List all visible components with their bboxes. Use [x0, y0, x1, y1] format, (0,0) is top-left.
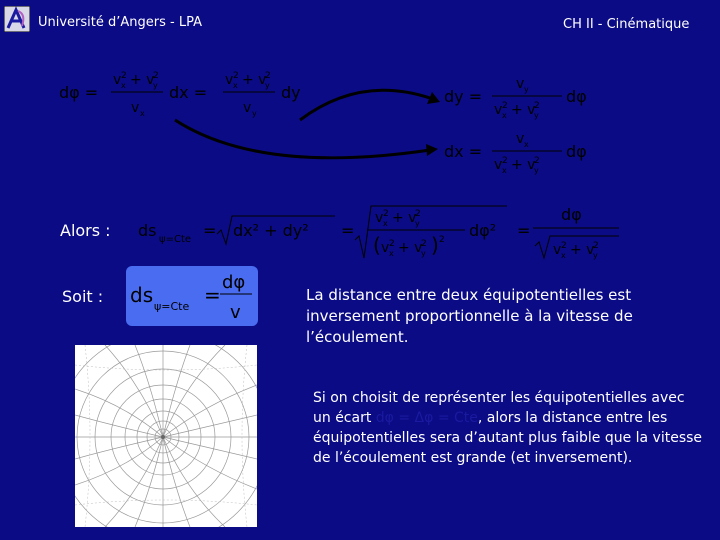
- svg-text:+ v: + v: [511, 157, 536, 173]
- svg-text:dφ²: dφ²: [469, 221, 497, 240]
- svg-text:y: y: [421, 249, 426, 258]
- svg-text:x: x: [383, 219, 388, 228]
- paragraph-secondary-start: Si on choisit de représenter les équipotentielles avec un écart: [313, 390, 685, 426]
- paragraph-secondary: [313, 388, 703, 468]
- paragraph-main: La distance entre deux équipotentielles est inversement proportionnelle à la vitesse de l’écoulement.: [306, 286, 633, 346]
- svg-text:dφ: dφ: [222, 272, 246, 293]
- svg-text:v: v: [243, 100, 252, 116]
- svg-text:v: v: [516, 76, 525, 92]
- svg-text:+ v: + v: [130, 72, 155, 88]
- svg-text:2: 2: [502, 101, 508, 111]
- svg-text:x: x: [121, 81, 126, 90]
- streamline-figure: [75, 345, 257, 527]
- label-alors: Alors :: [60, 221, 111, 240]
- svg-text:2: 2: [153, 71, 159, 81]
- university-logo: [4, 6, 30, 32]
- svg-text:2: 2: [439, 235, 445, 245]
- svg-text:2: 2: [421, 239, 427, 249]
- svg-text:2: 2: [593, 241, 599, 251]
- svg-text:=: =: [341, 221, 355, 240]
- svg-text:v: v: [553, 242, 562, 258]
- svg-text:dx² + dy²: dx² + dy²: [233, 221, 309, 240]
- paragraph-secondary-end: , alors la distance entre les équipotentielles sera d’autant plus faible que la vitesse de l’écoulement est grande (et inversement).: [313, 410, 703, 466]
- svg-text:v: v: [230, 302, 241, 323]
- svg-text:y: y: [415, 219, 420, 228]
- svg-text:x: x: [502, 166, 507, 175]
- svg-text:dφ: dφ: [566, 87, 587, 106]
- svg-text:2: 2: [561, 241, 567, 251]
- svg-text:2: 2: [502, 156, 508, 166]
- svg-text:y: y: [534, 111, 539, 120]
- svg-text:=: =: [517, 221, 531, 240]
- svg-text:+ v: + v: [392, 210, 417, 226]
- svg-text:ds: ds: [130, 283, 154, 307]
- equation-soit-panel: [126, 266, 258, 326]
- svg-text:2: 2: [389, 239, 395, 249]
- svg-text:y: y: [524, 85, 529, 94]
- svg-text:x: x: [140, 109, 145, 118]
- svg-text:): ): [431, 233, 439, 257]
- svg-text:+ v: + v: [570, 242, 595, 258]
- svg-text:x: x: [502, 111, 507, 120]
- svg-text:2: 2: [534, 156, 540, 166]
- svg-text:+ v: + v: [242, 72, 267, 88]
- svg-text:2: 2: [265, 71, 271, 81]
- svg-text:dx =: dx =: [444, 142, 483, 161]
- svg-text:v: v: [494, 102, 503, 118]
- svg-text:v: v: [113, 72, 122, 88]
- svg-text:+ v: + v: [511, 102, 536, 118]
- inline-equation: dφ = Δφ = Cte: [375, 410, 478, 426]
- svg-text:y: y: [593, 251, 598, 260]
- svg-text:dφ: dφ: [566, 142, 587, 161]
- svg-text:2: 2: [415, 209, 421, 219]
- svg-text:x: x: [389, 249, 394, 258]
- equation-dy: [440, 70, 600, 125]
- equation-dx: [440, 125, 600, 180]
- svg-text:dφ: dφ: [561, 205, 582, 224]
- svg-text:v: v: [131, 100, 140, 116]
- svg-text:dy =: dy =: [444, 87, 483, 106]
- svg-text:ψ=Cte: ψ=Cte: [154, 300, 190, 313]
- svg-text:v: v: [516, 131, 525, 147]
- svg-text:v: v: [225, 72, 234, 88]
- svg-text:dφ =: dφ =: [59, 83, 99, 102]
- svg-text:+ v: + v: [398, 240, 423, 256]
- svg-text:y: y: [153, 81, 158, 90]
- svg-text:2: 2: [121, 71, 127, 81]
- arrows: [170, 80, 445, 180]
- svg-text:x: x: [233, 81, 238, 90]
- svg-text:v: v: [381, 240, 390, 256]
- svg-text:ds: ds: [138, 221, 157, 240]
- svg-text:y: y: [265, 81, 270, 90]
- label-soit: Soit :: [62, 287, 104, 306]
- header-right: CH II - Cinématique: [563, 17, 690, 32]
- svg-text:x: x: [524, 140, 529, 149]
- svg-text:v: v: [375, 210, 384, 226]
- svg-text:ψ=Cte: ψ=Cte: [159, 234, 192, 245]
- svg-text:x: x: [561, 251, 566, 260]
- svg-text:2: 2: [383, 209, 389, 219]
- svg-text:=: =: [204, 283, 221, 307]
- svg-text:y: y: [252, 109, 257, 118]
- equation-alors: [135, 200, 625, 270]
- svg-text:2: 2: [233, 71, 239, 81]
- header-left: Université d’Angers - LPA: [38, 15, 202, 30]
- svg-text:=: =: [203, 221, 217, 240]
- svg-text:(: (: [373, 233, 381, 257]
- svg-text:y: y: [534, 166, 539, 175]
- svg-text:v: v: [494, 157, 503, 173]
- svg-text:dx =: dx =: [169, 83, 208, 102]
- svg-text:2: 2: [534, 101, 540, 111]
- svg-text:dy: dy: [281, 83, 301, 102]
